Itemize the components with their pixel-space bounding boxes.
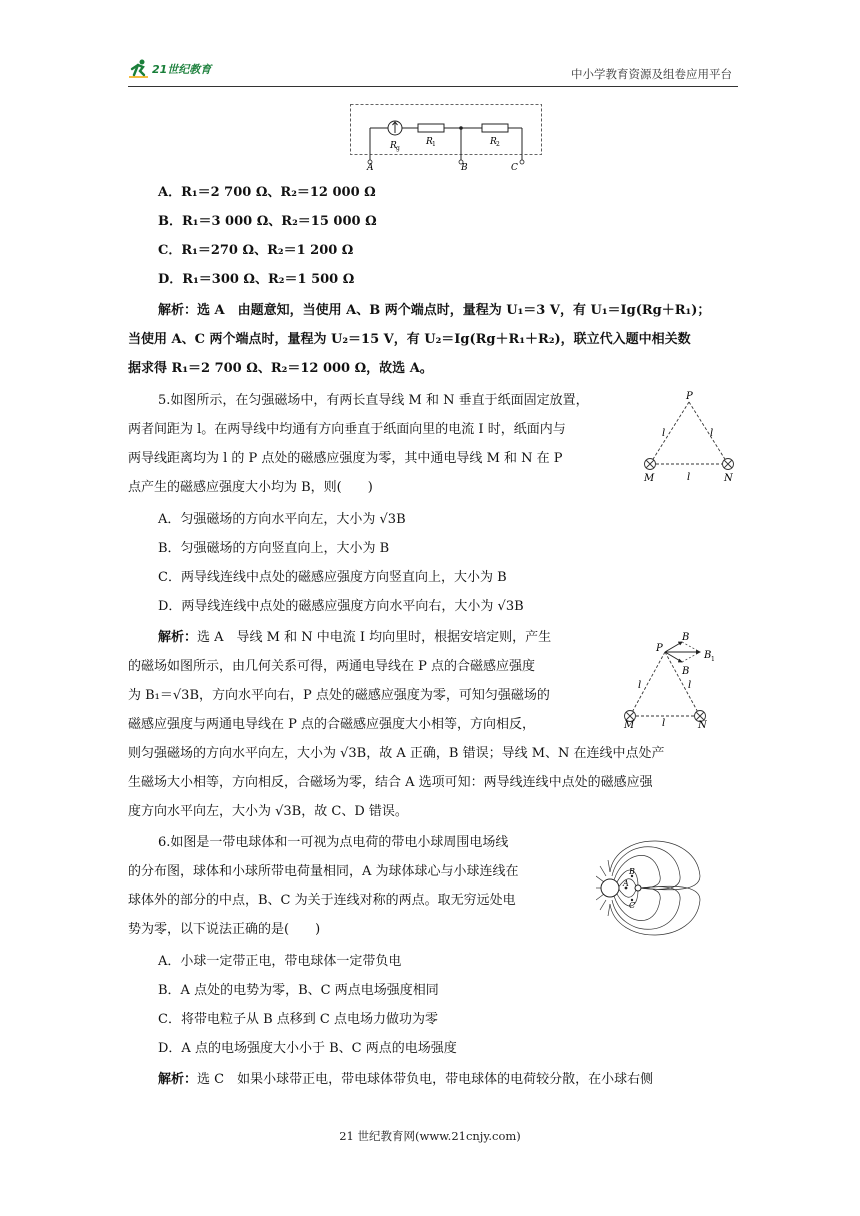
q4-analysis-line-1: 解析：选 A 由题意知，当使用 A、B 两个端点时，量程为 U₁＝3 V，有 U₁＝Ig(Rg＋R₁)；: [158, 303, 711, 318]
q5-triangle-figure: [636, 388, 746, 484]
svg-text:N: N: [724, 473, 733, 484]
q5-analysis-line-3: 为 B₁＝√3B，方向水平向右，P 点处的磁感应强度为零，可知匀强磁场的: [128, 688, 550, 703]
svg-text:g: g: [396, 145, 400, 152]
q5-option-a: A．匀强磁场的方向水平向左，大小为 √3B: [158, 512, 406, 527]
svg-text:P: P: [686, 391, 693, 402]
q4-option-c: C．R₁＝270 Ω、R₂＝1 200 Ω: [158, 243, 354, 258]
q4-analysis-line-2: 当使用 A、C 两个端点时，量程为 U₂＝15 V，有 U₂＝Ig(Rg＋R₁＋R₂)，联立代入题中相关数: [128, 332, 691, 347]
svg-text:A: A: [623, 879, 629, 888]
dashed-box: [351, 105, 542, 155]
svg-text:R: R: [426, 137, 433, 147]
q5-analysis-line-4: 磁感应强度与两通电导线在 P 点的合磁感应强度大小相等，方向相反，: [128, 717, 536, 732]
resistor-r2: [482, 124, 508, 132]
q6-option-c: C．将带电粒子从 B 点移到 C 点电场力做功为零: [158, 1012, 438, 1027]
q6-option-d: D．A 点的电场强度大小小于 B、C 两点的电场强度: [158, 1041, 457, 1056]
svg-text:2: 2: [496, 141, 500, 148]
svg-text:l: l: [662, 428, 666, 439]
svg-text:B: B: [629, 867, 635, 876]
svg-text:l: l: [662, 718, 666, 729]
q5-stem-line-4: 点产生的磁感应强度大小均为 B，则( ): [128, 480, 373, 495]
q5-option-b: B．匀强磁场的方向竖直向上，大小为 B: [158, 541, 390, 556]
svg-text:B: B: [461, 163, 468, 173]
svg-text:B: B: [682, 666, 690, 677]
platform-name: 中小学教育资源及组卷应用平台: [571, 67, 732, 81]
q5-option-c: C．两导线连线中点处的磁感应强度方向竖直向上，大小为 B: [158, 570, 507, 585]
q4-option-d: D．R₁＝300 Ω、R₂＝1 500 Ω: [158, 272, 355, 287]
q6-stem-line-1: 6.如图是一带电球体和一可视为点电荷的带电小球周围电场线: [158, 835, 509, 850]
q5-option-d: D．两导线连线中点处的磁感应强度方向水平向右，大小为 √3B: [158, 599, 524, 614]
q4-analysis-line-3: 据求得 R₁＝2 700 Ω、R₂＝12 000 Ω，故选 A。: [128, 361, 433, 376]
q5-analysis-line-2: 的磁场如图所示，由几何关系可得，两通电导线在 P 点的合磁感应强度: [128, 659, 536, 674]
resistor-r1: [418, 124, 444, 132]
svg-text:1: 1: [432, 141, 436, 148]
svg-text:B: B: [704, 650, 712, 661]
q5-stem-line-2: 两者间距为 l。在两导线中均通有方向垂直于纸面向里的电流 I 时，纸面内与: [128, 422, 566, 437]
q5-analysis-line-1: 解析：选 A 导线 M 和 N 中电流 I 均向里时，根据安培定则，产生: [158, 630, 552, 645]
charged-ball: [635, 885, 641, 891]
q6-electric-field-figure: [596, 836, 710, 948]
runner-logo-icon: [128, 59, 150, 79]
svg-text:R: R: [490, 137, 497, 147]
q6-analysis-line-1: 解析：选 C 如果小球带正电，带电球体带负电，带电球体的电荷较分散，在小球右侧: [158, 1072, 654, 1087]
svg-text:A: A: [367, 163, 374, 173]
q6-option-a: A．小球一定带正电，带电球体一定带负电: [158, 954, 402, 969]
svg-text:P: P: [656, 643, 663, 654]
svg-text:l: l: [710, 428, 714, 439]
svg-text:B: B: [682, 632, 690, 643]
charged-sphere: [601, 879, 619, 897]
page-header: [128, 56, 738, 87]
svg-text:C: C: [629, 901, 636, 910]
site-logo[interactable]: [128, 56, 211, 82]
circuit-diagram: [350, 104, 542, 174]
q6-stem-line-3: 球体外的部分的中点，B、C 为关于连线对称的两点。取无穷远处电: [128, 893, 516, 908]
svg-text:C: C: [511, 163, 518, 173]
q6-stem-line-4: 势为零，以下说法正确的是( ): [128, 922, 321, 937]
q5-analysis-figure: [618, 630, 738, 730]
q5-stem-line-3: 两导线距离均为 l 的 P 点处的磁感应强度为零，其中通电导线 M 和 N 在 P: [128, 451, 563, 466]
q5-analysis-line-5: 则匀强磁场的方向水平向左，大小为 √3B，故 A 正确，B 错误；导线 M、N 在连线中点处产: [128, 746, 665, 761]
svg-text:1: 1: [711, 656, 715, 663]
svg-text:M: M: [624, 720, 635, 730]
q6-stem-line-2: 的分布图，球体和小球所带电荷量相同，A 为球体球心与小球连线在: [128, 864, 519, 879]
q5-analysis-line-6: 生磁场大小相等，方向相反，合磁场为零，结合 A 选项可知：两导线连线中点处的磁感应强: [128, 775, 653, 790]
q4-option-b: B．R₁＝3 000 Ω、R₂＝15 000 Ω: [158, 214, 377, 229]
svg-text:l: l: [687, 472, 691, 483]
q5-analysis-line-7: 度方向水平向左，大小为 √3B，故 C、D 错误。: [128, 804, 408, 819]
q5-stem-line-1: 5.如图所示，在匀强磁场中，有两长直导线 M 和 N 垂直于纸面固定放置，: [158, 393, 589, 408]
q6-option-b: B．A 点处的电势为零，B、C 两点电场强度相同: [158, 983, 439, 998]
svg-text:l: l: [688, 680, 692, 691]
svg-text:N: N: [698, 720, 707, 730]
svg-text:M: M: [644, 473, 655, 484]
logo-text: 21世纪教育: [152, 63, 212, 76]
page-footer: 21 世纪教育网(www.21cnjy.com): [339, 1129, 521, 1143]
q4-option-a: A．R₁＝2 700 Ω、R₂＝12 000 Ω: [158, 185, 376, 200]
svg-text:l: l: [638, 680, 642, 691]
svg-text:R: R: [390, 141, 397, 151]
